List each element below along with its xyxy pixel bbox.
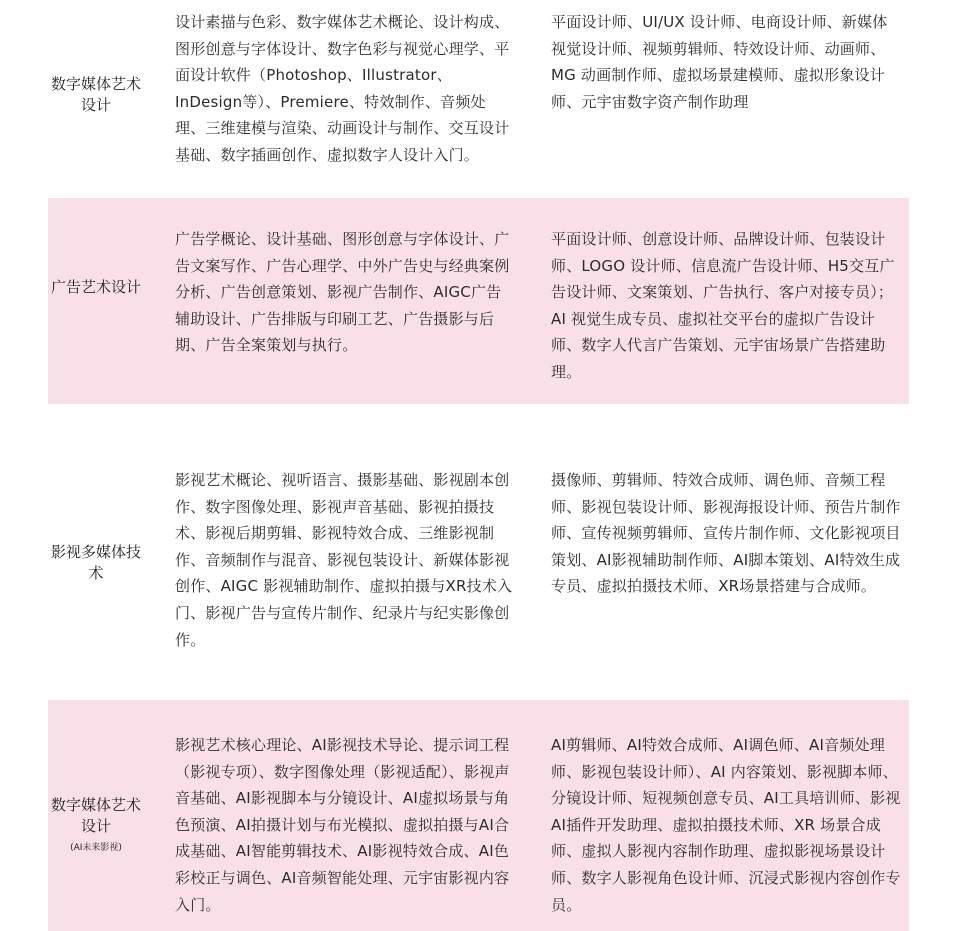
major-name (48, 795, 144, 855)
major-name (48, 74, 144, 116)
course-list: 广告学概论、设计基础、图形创意与字体设计、广告文案写作、广告心理学、中外广告史与经典案例分析、广告创意策划、影视广告制作、AIGC广告辅助设计、广告排版与印刷工艺、广告摄影与后期、广告全案策划与执行。 (175, 230, 510, 355)
job-list: AI剪辑师、AI特效合成师、AI调色师、AI音频处理师、影视包装设计师）、AI 内容策划、影视脚本师、分镜设计师、短视频创意专员、AI工具培训师、影视AI插件开发助理、虚拟拍摄技术师、XR 场景合成师、虚拟人影视内容制作助理、虚拟影视场景设计师、数字人影视角色设计师、沉浸式影视内容创作专员。 (551, 736, 901, 914)
job-list: 摄像师、剪辑师、特效合成师、调色师、音频工程师、影视包装设计师、影视海报设计师、预告片制作师、宣传视频剪辑师、宣传片制作师、文化影视项目策划、AI影视辅助制作师、AI脚本策划、AI特效生成专员、虚拟拍摄技术师、XR场景搭建与合成师。 (551, 471, 901, 596)
major-label: 广告艺术设计 (50, 278, 141, 296)
table-row-digital-media-ai-film (48, 700, 909, 931)
table-row-advertising-design (48, 198, 909, 404)
job-list: 平面设计师、UI/UX 设计师、电商设计师、新媒体视觉设计师、视频剪辑师、特效设计师、动画师、MG 动画制作师、虚拟场景建模师、虚拟形象设计师、元宇宙数字资产制作助理 (551, 13, 888, 111)
course-list: 影视艺术核心理论、AI影视技术导论、提示词工程（影视专项）、数字图像处理（影视适配）、影视声音基础、AI影视脚本与分镜设计、AI虚拟场景与角色预演、AI拍摄计划与布光模拟、虚拟拍摄与AI合成基础、AI智能剪辑技术、AI影视特效合成、AI色彩校正与调色、AI音频智能处理、元宇宙影视内容入门。 (175, 736, 510, 914)
table-row-film-multimedia (48, 404, 909, 700)
major-name (48, 542, 144, 584)
course-list: 设计素描与色彩、数字媒体艺术概论、设计构成、图形创意与字体设计、数字色彩与视觉心理学、平面设计软件（Photoshop、Illustrator、InDesign等）、Premiere、特效制作、音频处理、三维建模与渲染、动画设计与制作、交互设计基础、数字插画创作、虚拟数字人设计入门。 (175, 13, 510, 164)
job-list: 平面设计师、创意设计师、品牌设计师、包装设计师、LOGO 设计师、信息流广告设计师、H5交互广告设计师、文案策划、广告执行、客户对接专员）；AI 视觉生成专员、虚拟社交平台的虚拟广告设计师、数字人代言广告策划、元宇宙场景广告搭建助理。 (551, 230, 895, 381)
major-label: 数字媒体艺术设计 (50, 75, 141, 114)
major-label: 数字媒体艺术设计 (50, 796, 141, 835)
table-row-digital-media-art (48, 0, 909, 178)
course-list: 影视艺术概论、视听语言、摄影基础、影视剧本创作、数字图像处理、影视声音基础、影视拍摄技术、影视后期剪辑、影视特效合成、三维影视制作、音频制作与混音、影视包装设计、新媒体影视创作、AIGC 影视辅助制作、虚拟拍摄与XR技术入门、影视广告与宣传片制作、纪录片与纪实影像创作。 (175, 471, 513, 649)
major-label: 影视多媒体技术 (50, 543, 141, 582)
major-name (48, 277, 144, 298)
major-note: (AI未来影视) (70, 843, 122, 853)
